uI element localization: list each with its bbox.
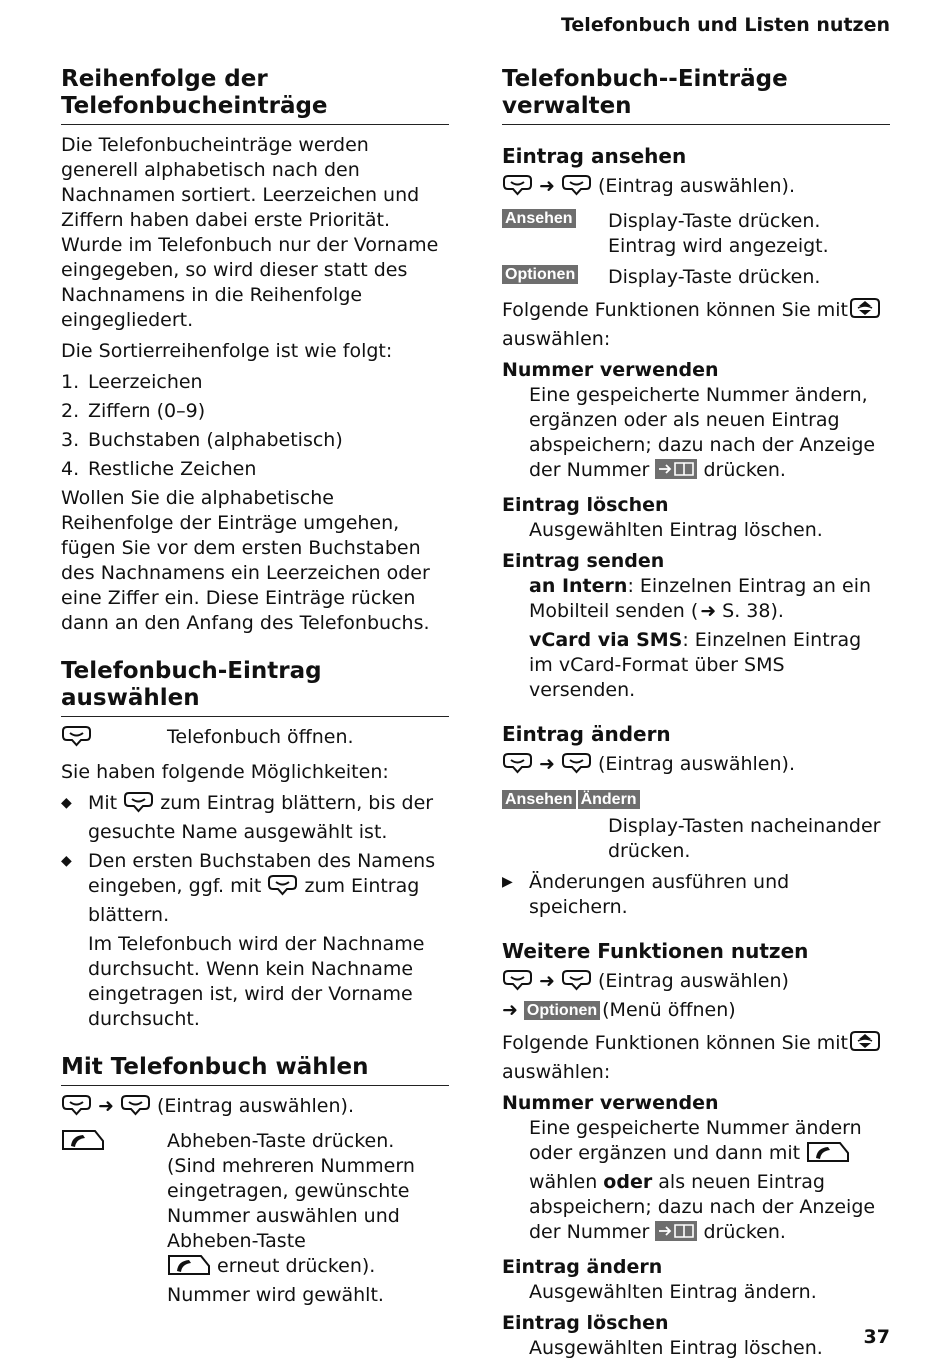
page-number: 37: [863, 1326, 890, 1348]
function-title: Eintrag ändern: [502, 1256, 663, 1278]
search-note: Im Telefonbuch wird der Nachname durchsucht. Wenn kein Nachname eingetragen ist, wird der Vorname durchsucht.: [88, 933, 425, 1030]
options-step: Optionen Display-Taste drücken.: [502, 265, 890, 290]
function-desc: Eine gespeicherte Nummer ändern oder ergänzen und dann mit wählen oder als neuen Eintrag abspeichern; dazu nach der Anzeige der Nummer drücken.: [502, 1116, 890, 1249]
phonebook-icon: [655, 458, 697, 487]
nav-key-icon: [561, 969, 592, 998]
list-item: ◆ Mit zum Eintrag blättern, bis der gesuchte Name ausgewählt ist.: [61, 792, 434, 843]
list-item: ◆ Den ersten Buchstaben des Namens eingeben, ggf. mit zum Eintrag blättern.: [61, 850, 436, 926]
call-key-icon: [806, 1141, 850, 1170]
nav-key-icon: [61, 1094, 92, 1123]
function-title: Eintrag löschen: [502, 1312, 669, 1334]
list-item: 4. Restliche Zeichen: [61, 458, 257, 480]
softkey-ansehen: Ansehen: [502, 790, 576, 809]
softkey-optionen: Optionen: [502, 265, 578, 284]
select-entry-flow: ➜ (Eintrag auswählen).: [502, 174, 890, 203]
call-key-icon: [61, 1129, 105, 1158]
function-title: Eintrag senden: [502, 550, 665, 572]
list-item: 1. Leerzeichen: [61, 371, 203, 393]
nav-key-icon: [123, 791, 154, 820]
running-header: Telefonbuch und Listen nutzen: [560, 14, 890, 36]
open-phonebook-step: Telefonbuch öffnen.: [61, 725, 449, 754]
nav-key-icon: [61, 725, 92, 754]
functions-intro: Folgende Funktionen können Sie mit auswählen:: [502, 1029, 890, 1085]
arrow-icon: ➜: [539, 175, 555, 197]
function-desc: Ausgewählten Eintrag löschen.: [529, 519, 823, 541]
nav-key-icon: [502, 174, 533, 203]
select-entry-flow: ➜ (Eintrag auswählen).: [61, 1094, 449, 1123]
up-down-key-icon: [848, 296, 882, 327]
subsection-title-more: Weitere Funktionen nutzen: [502, 939, 809, 963]
nav-key-icon: [561, 174, 592, 203]
section-title-select: Telefonbuch-Eintrag auswählen: [61, 658, 449, 717]
subsection-title-edit: Eintrag ändern: [502, 722, 671, 746]
arrow-icon: ➜: [700, 600, 717, 622]
function-desc: an Intern: Einzelnen Eintrag an ein Mobilteil senden ( ➜ S. 38).: [529, 575, 872, 622]
phonebook-icon: [655, 1220, 697, 1249]
select-entry-flow: ➜ (Eintrag auswählen).: [502, 752, 890, 781]
function-title: Nummer verwenden: [502, 359, 719, 381]
order-paragraph-2: Die Sortierreihenfolge ist wie folgt:: [61, 340, 393, 362]
nav-key-icon: [502, 969, 533, 998]
open-menu-flow: ➜ Optionen (Menü öffnen): [502, 999, 736, 1021]
list-item: ▶ Änderungen ausführen und speichern.: [502, 871, 790, 918]
functions-intro: Folgende Funktionen können Sie mit auswählen:: [502, 296, 890, 352]
nav-key-icon: [267, 874, 298, 903]
arrow-icon: ➜: [539, 970, 555, 992]
arrow-icon: ➜: [502, 999, 518, 1021]
function-desc: Ausgewählten Eintrag ändern.: [529, 1281, 817, 1303]
right-column: [502, 66, 890, 1367]
view-step: Ansehen Display-Taste drücken. Eintrag wird angezeigt.: [502, 209, 890, 259]
section-title-manage: Telefonbuch--Einträge verwalten: [502, 66, 890, 125]
list-item: 2. Ziffern (0–9): [61, 400, 206, 422]
function-title: Eintrag löschen: [502, 494, 669, 516]
call-key-icon: [167, 1254, 211, 1283]
function-desc: vCard via SMS: Einzelnen Eintrag im vCard-Format über SMS versenden.: [529, 629, 862, 701]
function-desc: Ausgewählten Eintrag löschen.: [529, 1337, 823, 1359]
subsection-title-view: Eintrag ansehen: [502, 144, 687, 168]
nav-key-icon: [502, 752, 533, 781]
function-title: Nummer verwenden: [502, 1092, 719, 1114]
options-intro: Sie haben folgende Möglichkeiten:: [61, 761, 389, 783]
softkey-aendern: Ändern: [578, 790, 640, 809]
softkey-optionen: Optionen: [524, 1001, 600, 1020]
softkey-sequence: [502, 787, 890, 812]
softkey-ansehen: Ansehen: [502, 209, 576, 228]
order-paragraph-3: Wollen Sie die alphabetische Reihenfolge der Einträge umgehen, fügen Sie vor dem ersten Buchstaben des Nachnamens ein Leerzeichen oder eine Ziffer ein. Diese Einträge rücken dann an den Anfang des Telefonbuchs.: [61, 487, 430, 634]
up-down-key-icon: [848, 1029, 882, 1060]
nav-key-icon: [120, 1094, 151, 1123]
arrow-icon: ➜: [539, 753, 555, 775]
section-title-dial: Mit Telefonbuch wählen: [61, 1054, 449, 1086]
function-desc: Eine gespeicherte Nummer ändern, ergänzen oder als neuen Eintrag abspeichern; dazu nach der Anzeige der Nummer drücken.: [502, 383, 890, 487]
arrow-icon: ➜: [98, 1095, 114, 1117]
list-item: 3. Buchstaben (alphabetisch): [61, 429, 343, 451]
section-title-order: Reihenfolge der Telefonbucheinträge: [61, 66, 449, 125]
call-step: Abheben-Taste drücken. (Sind mehreren Nummern eingetragen, gewünschte Nummer auswählen und Abheben-Taste erneut drücken). Nummer wird gewählt.: [61, 1129, 449, 1308]
order-paragraph-1: Die Telefonbucheinträge werden generell alphabetisch nach den Nachnamen sortiert. Leerzeichen und Ziffern haben dabei erste Priorität. Wurde im Telefonbuch nur der Vorname eingegeben, so wird dieser statt des Nachnamens in die Reihenfolge eingegliedert.: [61, 134, 439, 331]
left-column: [61, 66, 449, 1314]
softkey-desc: Display-Tasten nacheinander drücken.: [608, 815, 881, 862]
nav-key-icon: [561, 752, 592, 781]
sort-order-list: [61, 370, 449, 482]
select-entry-flow: ➜ (Eintrag auswählen): [502, 969, 890, 998]
